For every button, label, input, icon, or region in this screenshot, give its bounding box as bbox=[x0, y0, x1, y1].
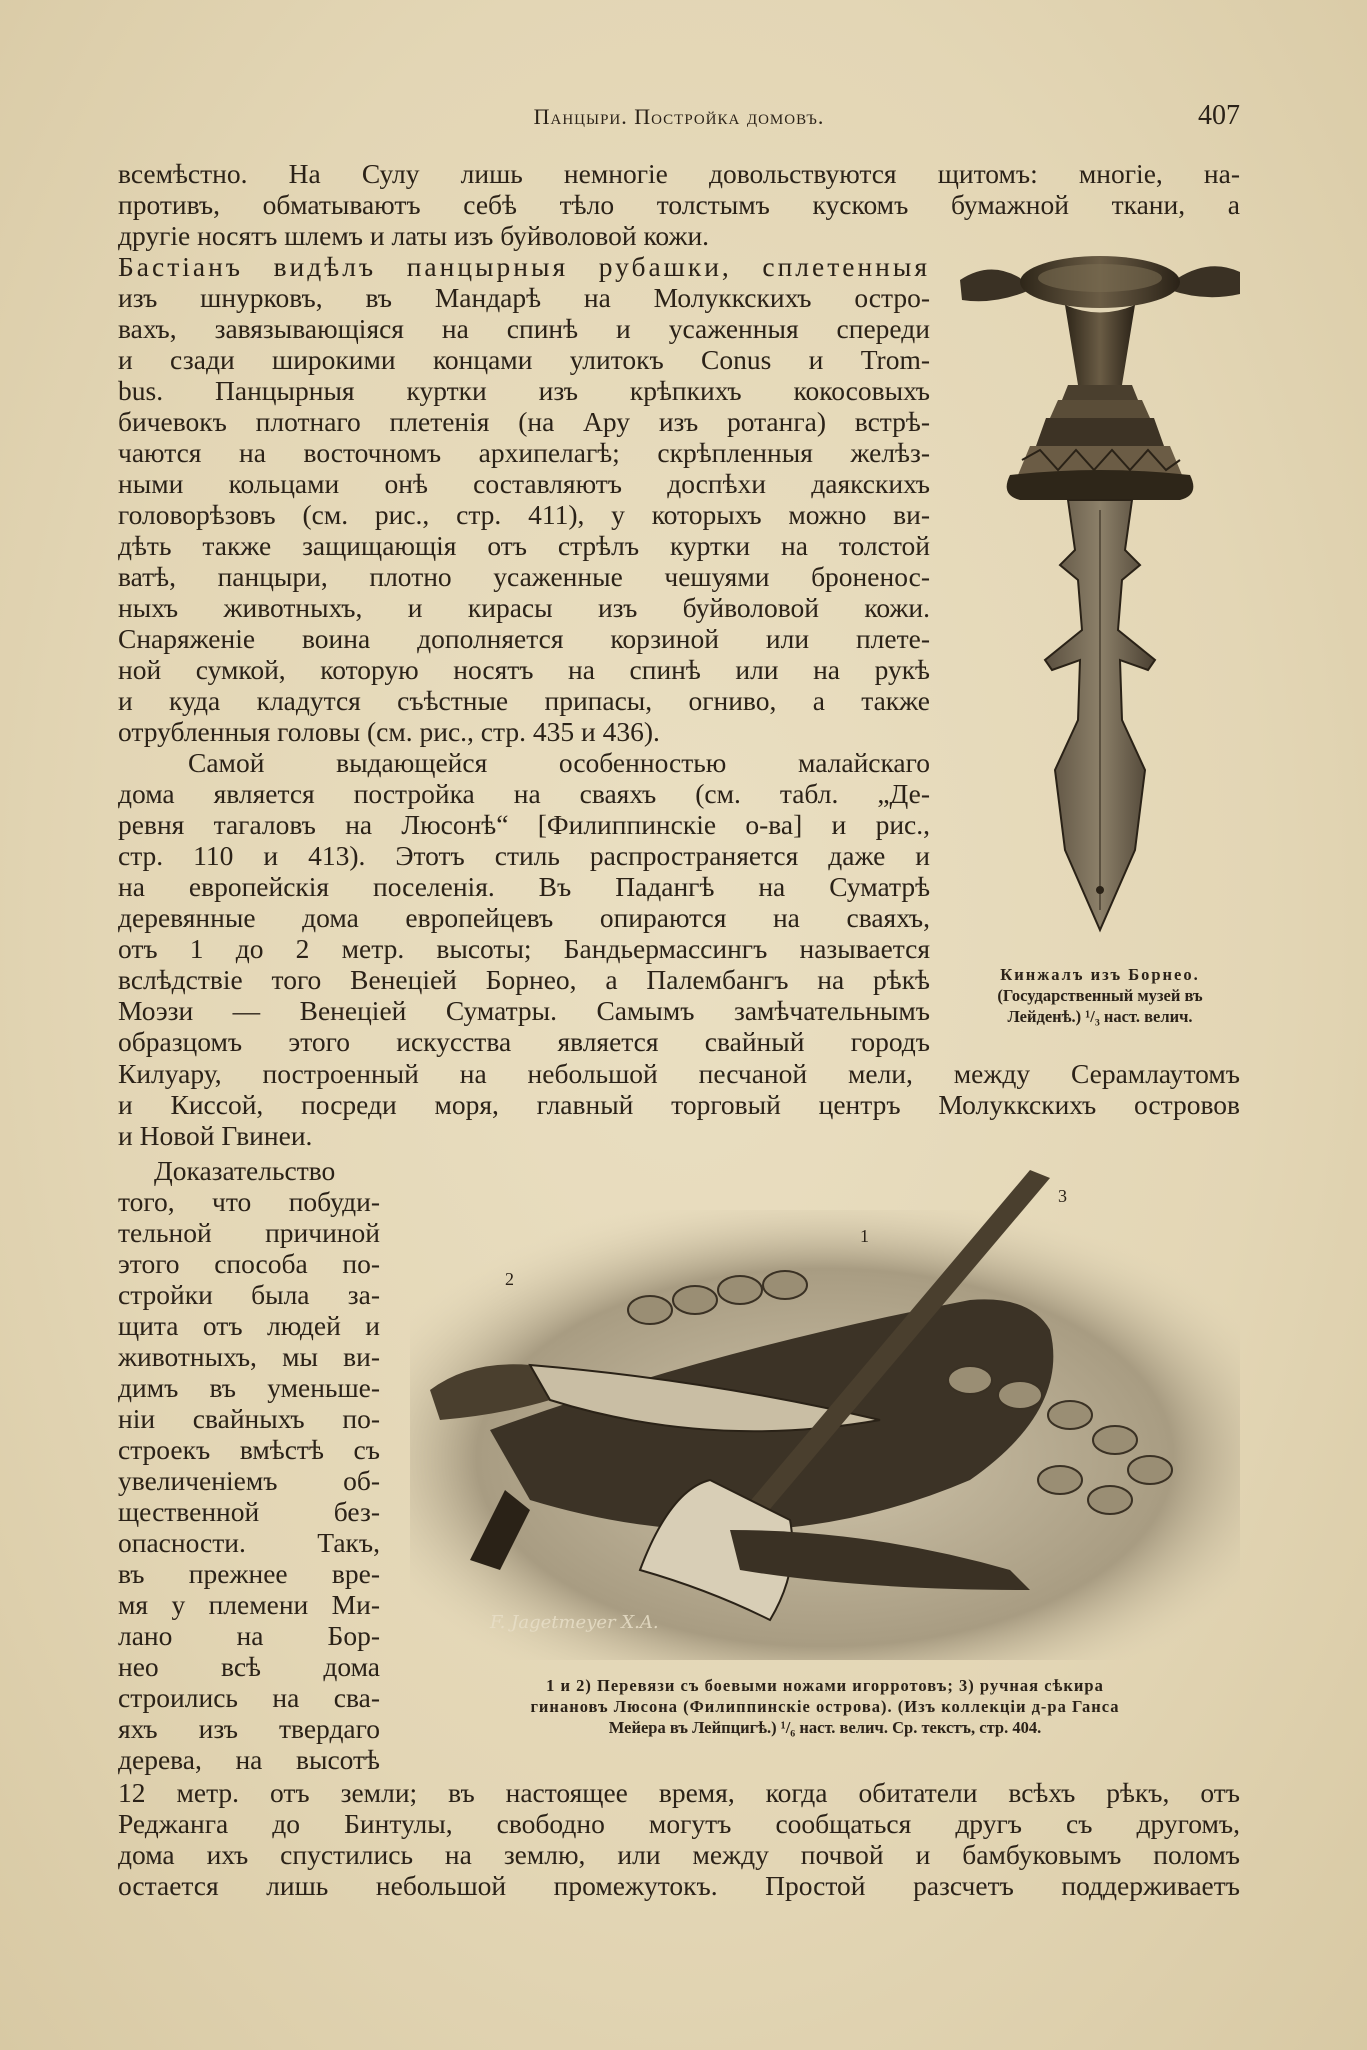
text-line: тельной причиной bbox=[118, 1217, 380, 1248]
text-line: вахъ, завязывающіяся на спинѣ и усаженныя спереди bbox=[118, 313, 930, 344]
paragraph-5 bbox=[118, 1155, 380, 1775]
text-line: ревня тагаловъ на Люсонѣ“ [Филиппинскіе о-ва] и рис., bbox=[118, 809, 930, 840]
text-line: строекъ вмѣстѣ съ bbox=[118, 1434, 380, 1465]
paragraph-1 bbox=[118, 158, 1240, 220]
text-line: ной сумкой, которую носятъ на спинѣ или на рукѣ bbox=[118, 654, 930, 685]
text-line: увеличеніемъ об- bbox=[118, 1465, 380, 1496]
paragraph-6 bbox=[118, 1777, 1240, 1901]
text-line: ніи свайныхъ по- bbox=[118, 1403, 380, 1434]
paragraph-4 bbox=[118, 1058, 1240, 1151]
text-line: противъ, обматываютъ себѣ тѣло толстымъ кускомъ бумажной ткани, а bbox=[118, 189, 1240, 220]
running-title: Панцыри. Постройка домовъ. bbox=[533, 104, 825, 129]
figure-label-3: 3 bbox=[1058, 1186, 1067, 1206]
page-header bbox=[118, 100, 1240, 140]
text-line: яхъ изъ твердаго bbox=[118, 1713, 380, 1744]
caption-line: Кинжалъ изъ Борнео. bbox=[1000, 965, 1200, 984]
text-line: другіе носятъ шлемъ и латы изъ буйволовой кожи. bbox=[118, 220, 710, 251]
paragraph-3 bbox=[118, 747, 930, 1057]
text-line: опасности. Такъ, bbox=[118, 1527, 380, 1558]
text-line: образцомъ этого искусства является свайный городъ bbox=[118, 1026, 930, 1057]
text-line: и сзади широкими концами улитокъ Conus и Trom- bbox=[118, 344, 930, 375]
text-line: димъ въ уменьше- bbox=[118, 1372, 380, 1403]
text-line: ными кольцами онѣ составляютъ доспѣхи даякскихъ bbox=[118, 468, 930, 499]
text-line: отрубленныя головы (см. рис., стр. 435 и 436). bbox=[118, 716, 660, 747]
text-line: строились на сва- bbox=[118, 1682, 380, 1713]
engraver-signature: F. Jagetmeyer X.A. bbox=[490, 1612, 659, 1633]
text-line: мя у племени Ми- bbox=[118, 1589, 380, 1620]
caption-line: Мейера въ Лейпцигѣ.) ¹/₆ наст. велич. Ср. текстъ, стр. 404. bbox=[608, 1718, 1042, 1737]
text-line: Доказательство bbox=[154, 1155, 336, 1186]
text-line: лано на Бор- bbox=[118, 1620, 380, 1651]
text-line: щественной без- bbox=[118, 1496, 380, 1527]
text-line: стр. 110 и 413). Этотъ стиль распространяется даже и bbox=[118, 840, 930, 871]
caption-line: гинановъ Люсона (Филиппинскіе острова). (Изъ коллекціи д-ра Ганса bbox=[530, 1697, 1120, 1716]
text-line: ныхъ животныхъ, и кирасы изъ буйволовой кожи. bbox=[118, 592, 930, 623]
figure-label-2: 2 bbox=[505, 1269, 514, 1289]
text-line: щита отъ людей и bbox=[118, 1310, 380, 1341]
page-number: 407 bbox=[1198, 100, 1240, 131]
weapons-illustration bbox=[410, 1150, 1240, 1660]
text-line: дома является постройка на сваяхъ (см. табл. „Де- bbox=[118, 778, 930, 809]
text-line: Снаряженіе воина дополняется корзиной или плете- bbox=[118, 623, 930, 654]
dagger-figure bbox=[950, 250, 1250, 950]
text-line: нео всѣ дома bbox=[118, 1651, 380, 1682]
text-line: остается лишь небольшой промежутокъ. Простой разсчетъ поддерживаетъ bbox=[118, 1870, 1240, 1901]
text-line: этого способа по- bbox=[118, 1248, 380, 1279]
text-line: дерева, на высотѣ bbox=[118, 1744, 380, 1775]
figure-label-1: 1 bbox=[860, 1226, 869, 1246]
text-line: Килуару, построенный на небольшой песчаной мели, между Серамлаутомъ bbox=[118, 1058, 1240, 1089]
text-line: головорѣзовъ (см. рис., стр. 411), у которыхъ можно ви- bbox=[118, 499, 930, 530]
text-line: Моэзи — Венеціей Суматры. Самымъ замѣчательнымъ bbox=[118, 995, 930, 1026]
text-line: того, что побуди- bbox=[118, 1186, 380, 1217]
text-line: чаются на восточномъ архипелагѣ; скрѣпленныя желѣз- bbox=[118, 437, 930, 468]
caption-line: (Государственный музей въ bbox=[997, 986, 1203, 1005]
text-line: въ прежнее вре- bbox=[118, 1558, 380, 1589]
text-line: и Новой Гвинеи. bbox=[118, 1120, 313, 1151]
text-line: и Киссой, посреди моря, главный торговый центръ Молуккскихъ островов bbox=[118, 1089, 1240, 1120]
text-line: Бастіанъ видѣлъ панцырныя рубашки, сплетенныя bbox=[118, 251, 930, 282]
weapons-figure bbox=[410, 1150, 1240, 1660]
text-line: и куда кладутся съѣстные припасы, огниво, а также bbox=[118, 685, 930, 716]
text-line: bus. Панцырныя куртки изъ крѣпкихъ кокосовыхъ bbox=[118, 375, 930, 406]
caption-line: Лейденѣ.) ¹/₃ наст. велич. bbox=[1007, 1007, 1193, 1026]
dagger-illustration bbox=[950, 250, 1250, 950]
text-line: всемѣстно. На Сулу лишь немногіе довольствуются щитомъ: многіе, на- bbox=[118, 158, 1240, 189]
weapons-caption bbox=[410, 1675, 1240, 1738]
text-line: Реджанга до Бинтулы, свободно могутъ сообщаться другъ съ другомъ, bbox=[118, 1808, 1240, 1839]
text-line: деревянные дома европейцевъ опираются на сваяхъ, bbox=[118, 902, 930, 933]
text-line: стройки была за- bbox=[118, 1279, 380, 1310]
text-line: вслѣдствіе того Венеціей Борнео, а Палембангъ на рѣкѣ bbox=[118, 964, 930, 995]
text-line: 12 метр. отъ земли; въ настоящее время, когда обитатели всѣхъ рѣкъ, отъ bbox=[118, 1777, 1240, 1808]
text-line: изъ шнурковъ, въ Мандарѣ на Молуккскихъ остро- bbox=[118, 282, 930, 313]
text-line: ватѣ, панцыри, плотно усаженные чешуями броненос- bbox=[118, 561, 930, 592]
dagger-caption bbox=[950, 964, 1250, 1027]
text-line: животныхъ, мы ви- bbox=[118, 1341, 380, 1372]
paragraph-2 bbox=[118, 220, 930, 747]
text-line: Самой выдающейся особенностью малайскаго bbox=[188, 747, 930, 778]
text-line: на европейскія поселенія. Въ Падангѣ на Суматрѣ bbox=[118, 871, 930, 902]
text-line: дома ихъ спустились на землю, или между почвой и бамбуковымъ поломъ bbox=[118, 1839, 1240, 1870]
text-line: отъ 1 до 2 метр. высоты; Бандьермассингъ называется bbox=[118, 933, 930, 964]
text-line: дѣть также защищающія отъ стрѣлъ куртки на толстой bbox=[118, 530, 930, 561]
text-line: бичевокъ плотнаго плетенія (на Ару изъ ротанга) встрѣ- bbox=[118, 406, 930, 437]
caption-line: 1 и 2) Перевязи съ боевыми ножами игорротовъ; 3) ручная сѣкира bbox=[546, 1676, 1104, 1695]
